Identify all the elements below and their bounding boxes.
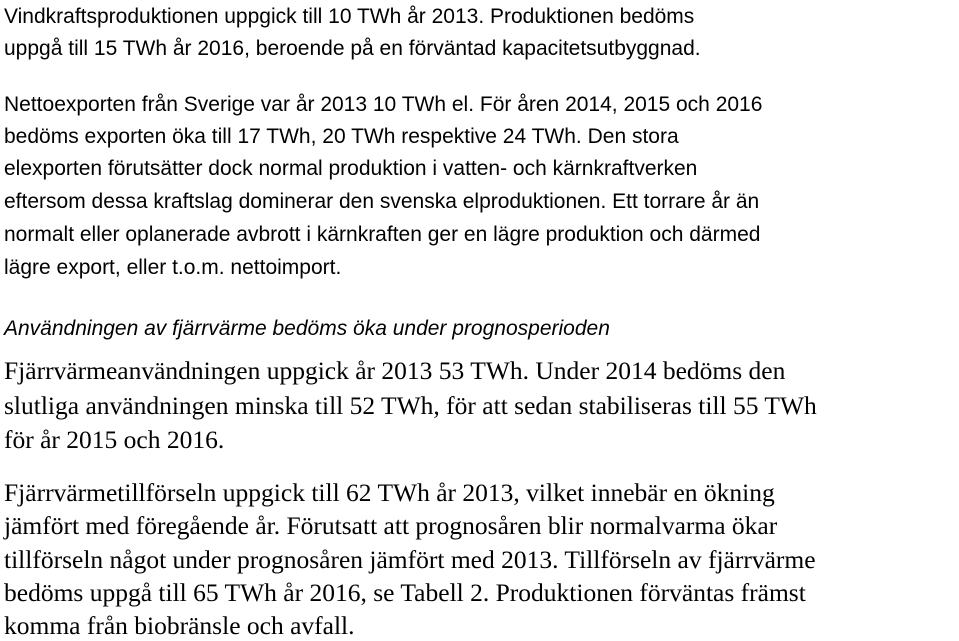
paragraph-3-line-1: Fjärrvärmeanvändningen uppgick år 2013 53 TWh. Under 2014 bedöms den (4, 356, 786, 385)
paragraph-4-line-2: jämfört med föregående år. Förutsatt att prognosåren blir normalvarma ökar (4, 511, 778, 540)
paragraph-1-line-2: uppgå till 15 TWh år 2016, beroende på en förväntad kapacitetsutbyggnad. (4, 37, 701, 60)
section-heading: Användningen av fjärrvärme bedöms öka under prognosperioden (4, 317, 610, 340)
paragraph-2-line-4: eftersom dessa kraftslag dominerar den svenska elproduktionen. Ett torrare år än (4, 190, 760, 213)
paragraph-4-line-4: bedöms uppgå till 65 TWh år 2016, se Tabell 2. Produktionen förväntas främst (4, 578, 806, 607)
paragraph-3-line-3: för år 2015 och 2016. (4, 425, 225, 454)
paragraph-2-line-1: Nettoexporten från Sverige var år 2013 10 TWh el. För åren 2014, 2015 och 2016 (4, 93, 763, 116)
paragraph-4-line-1: Fjärrvärmetillförseln uppgick till 62 TWh år 2013, vilket innebär en ökning (4, 478, 775, 507)
paragraph-2-line-6: lägre export, eller t.o.m. nettoimport. (4, 256, 342, 279)
paragraph-2-line-2: bedöms exporten öka till 17 TWh, 20 TWh respektive 24 TWh. Den stora (4, 125, 679, 148)
paragraph-3-line-2: slutliga användningen minska till 52 TWh, för att sedan stabiliseras till 55 TWh (4, 391, 817, 420)
paragraph-2-line-3: elexporten förutsätter dock normal produktion i vatten- och kärnkraftverken (4, 157, 698, 180)
paragraph-1-line-1: Vindkraftsproduktionen uppgick till 10 TWh år 2013. Produktionen bedöms (4, 5, 695, 28)
paragraph-2-line-5: normalt eller oplanerade avbrott i kärnkraften ger en lägre produktion och därmed (4, 223, 761, 246)
paragraph-4-line-3: tillförseln något under prognosåren jämfört med 2013. Tillförseln av fjärrvärme (4, 545, 816, 574)
paragraph-4-line-5: komma från biobränsle och avfall. (4, 611, 355, 640)
